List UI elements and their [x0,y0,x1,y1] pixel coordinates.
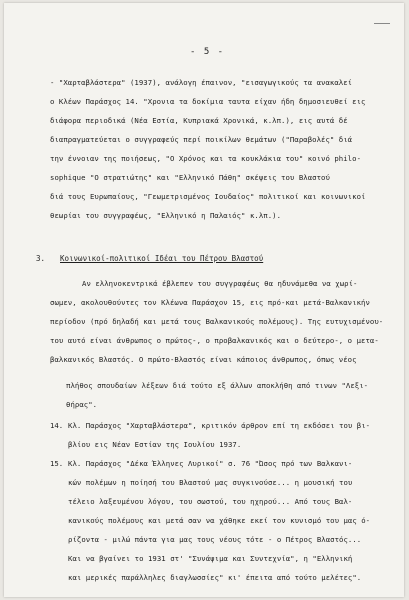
text-line: διά τους Ευρωπαίους, "Γεωμετρισμένος Ιουδαίος" πολιτικοί και κοινωνικοί [50,192,366,201]
footnote-line: Και να βγαίνει το 1931 στ' "Συνάψιμα και Συντεχνία", η "Ελληνική [68,554,353,563]
footnote-number: 14. [50,421,64,430]
text-line: θεωρίαι του συγγραφέως, "Ελληνικό η Παλαιός" κ.λπ.). [50,211,282,220]
text-line: του αυτό είναι άνθρωπος ο πρώτος-, ο προβαλκανικός και ο δεύτερο-, ο μετα- [50,336,379,345]
footnote-line: τέλειο λαξευμένου λόγου, του σωστού, του ηχηρού... Από τους Βαλ- [68,497,353,506]
text-line: ο Κλέων Παράσχος 14. "Χρονια τα δοκίμια ταυτα είχαν ήδη δημοσιευθεί εις [50,97,366,106]
footnote-number: 15. [50,459,64,468]
text-line: διαπραγματεύεται ο συγγραφεύς περί ποικίλων θεμάτων ("Παραβολές" διά [50,135,353,144]
top-rule [374,23,390,24]
text-line: την έννοιαν της ποιήσεως, "Ο Χρόνος και τα κουκλάκια του" κοινό philo- [50,154,362,163]
document-page [4,3,404,597]
text-line: - "Χαρταβλάστερα" (1937), ανάλογη έπαινον, "εισαγωγικούς τα ανακαλεί [50,78,353,87]
text-line: sophique "Ο στρατιώτης" και "Ελληνικό Πάθη" σκέψεις του Βλαστού [50,173,330,182]
section-number: 3. [36,254,46,263]
text-line: Αν ελληνοκεντρικά έβλεπεν του συγγραφέως θα ηδυνάμεθα να χωρί- [82,279,358,288]
footnote-line: και μερικές παράλληλες διαγλωσσίες" κι' έπειτα από τούτο μελέτες". [68,573,362,582]
page-number: - 5 - [190,47,225,57]
footnote-line: κών πολέμων η ποίησή του Βλαστού μας συγκινούσε... η μουσική του [68,478,353,487]
footnote-line: βλίου εις Νέαν Εστίαν της Ιουλίου 1937. [68,440,242,449]
text-line: βαλκανικός Βλαστός. Ο πρώτο-Βλαστός είναι κάποιος άνθρωπος, όπως νέος [50,355,357,364]
footnote-line: ρίζοντα - μιλώ πάντα για μας τους νέους τότε - ο Πέτρος Βλαστός... [68,535,362,544]
text-line: διάφορα περιοδικά (Νέα Εστία, Κυπριακά Χρονικά, κ.λπ.), εις αυτά δέ [50,116,348,125]
text-line: θήρας". [66,400,98,409]
text-line: περίοδον (πρό δηλαδή και μετά τους Βαλκανικούς πολέμους). Της ευτυχισμένου- [50,317,384,326]
text-line: σωμεν, ακολουθούντες τον Κλέωνα Παράσχον 15, εις πρό-και μετά-Βαλκανικήν [50,298,370,307]
footnote-line: Κλ. Παράσχος "Χαρταβλάστερα", κριτικόν άρθρον επί τη εκδόσει του βι- [68,421,371,430]
text-line: πλήθος σπουδαίων λέξεων διά τούτο εξ άλλων αποκλήθη από τινων "Λεξι- [66,381,369,390]
footnote-line: Κλ. Παράσχος "Δέκα Έλληνες Λυρικοί" σ. 76 "Ώσος πρό των Βαλκανι- [68,459,353,468]
section-title: Κοινωνικοί-πολιτικοί Ιδέαι του Πέτρου Βλαστού [60,254,264,263]
footnote-line: κανικούς πολέμους και μετά σαν να χάθηκε εκεί τον κυνισμό του μας ό- [68,516,371,525]
